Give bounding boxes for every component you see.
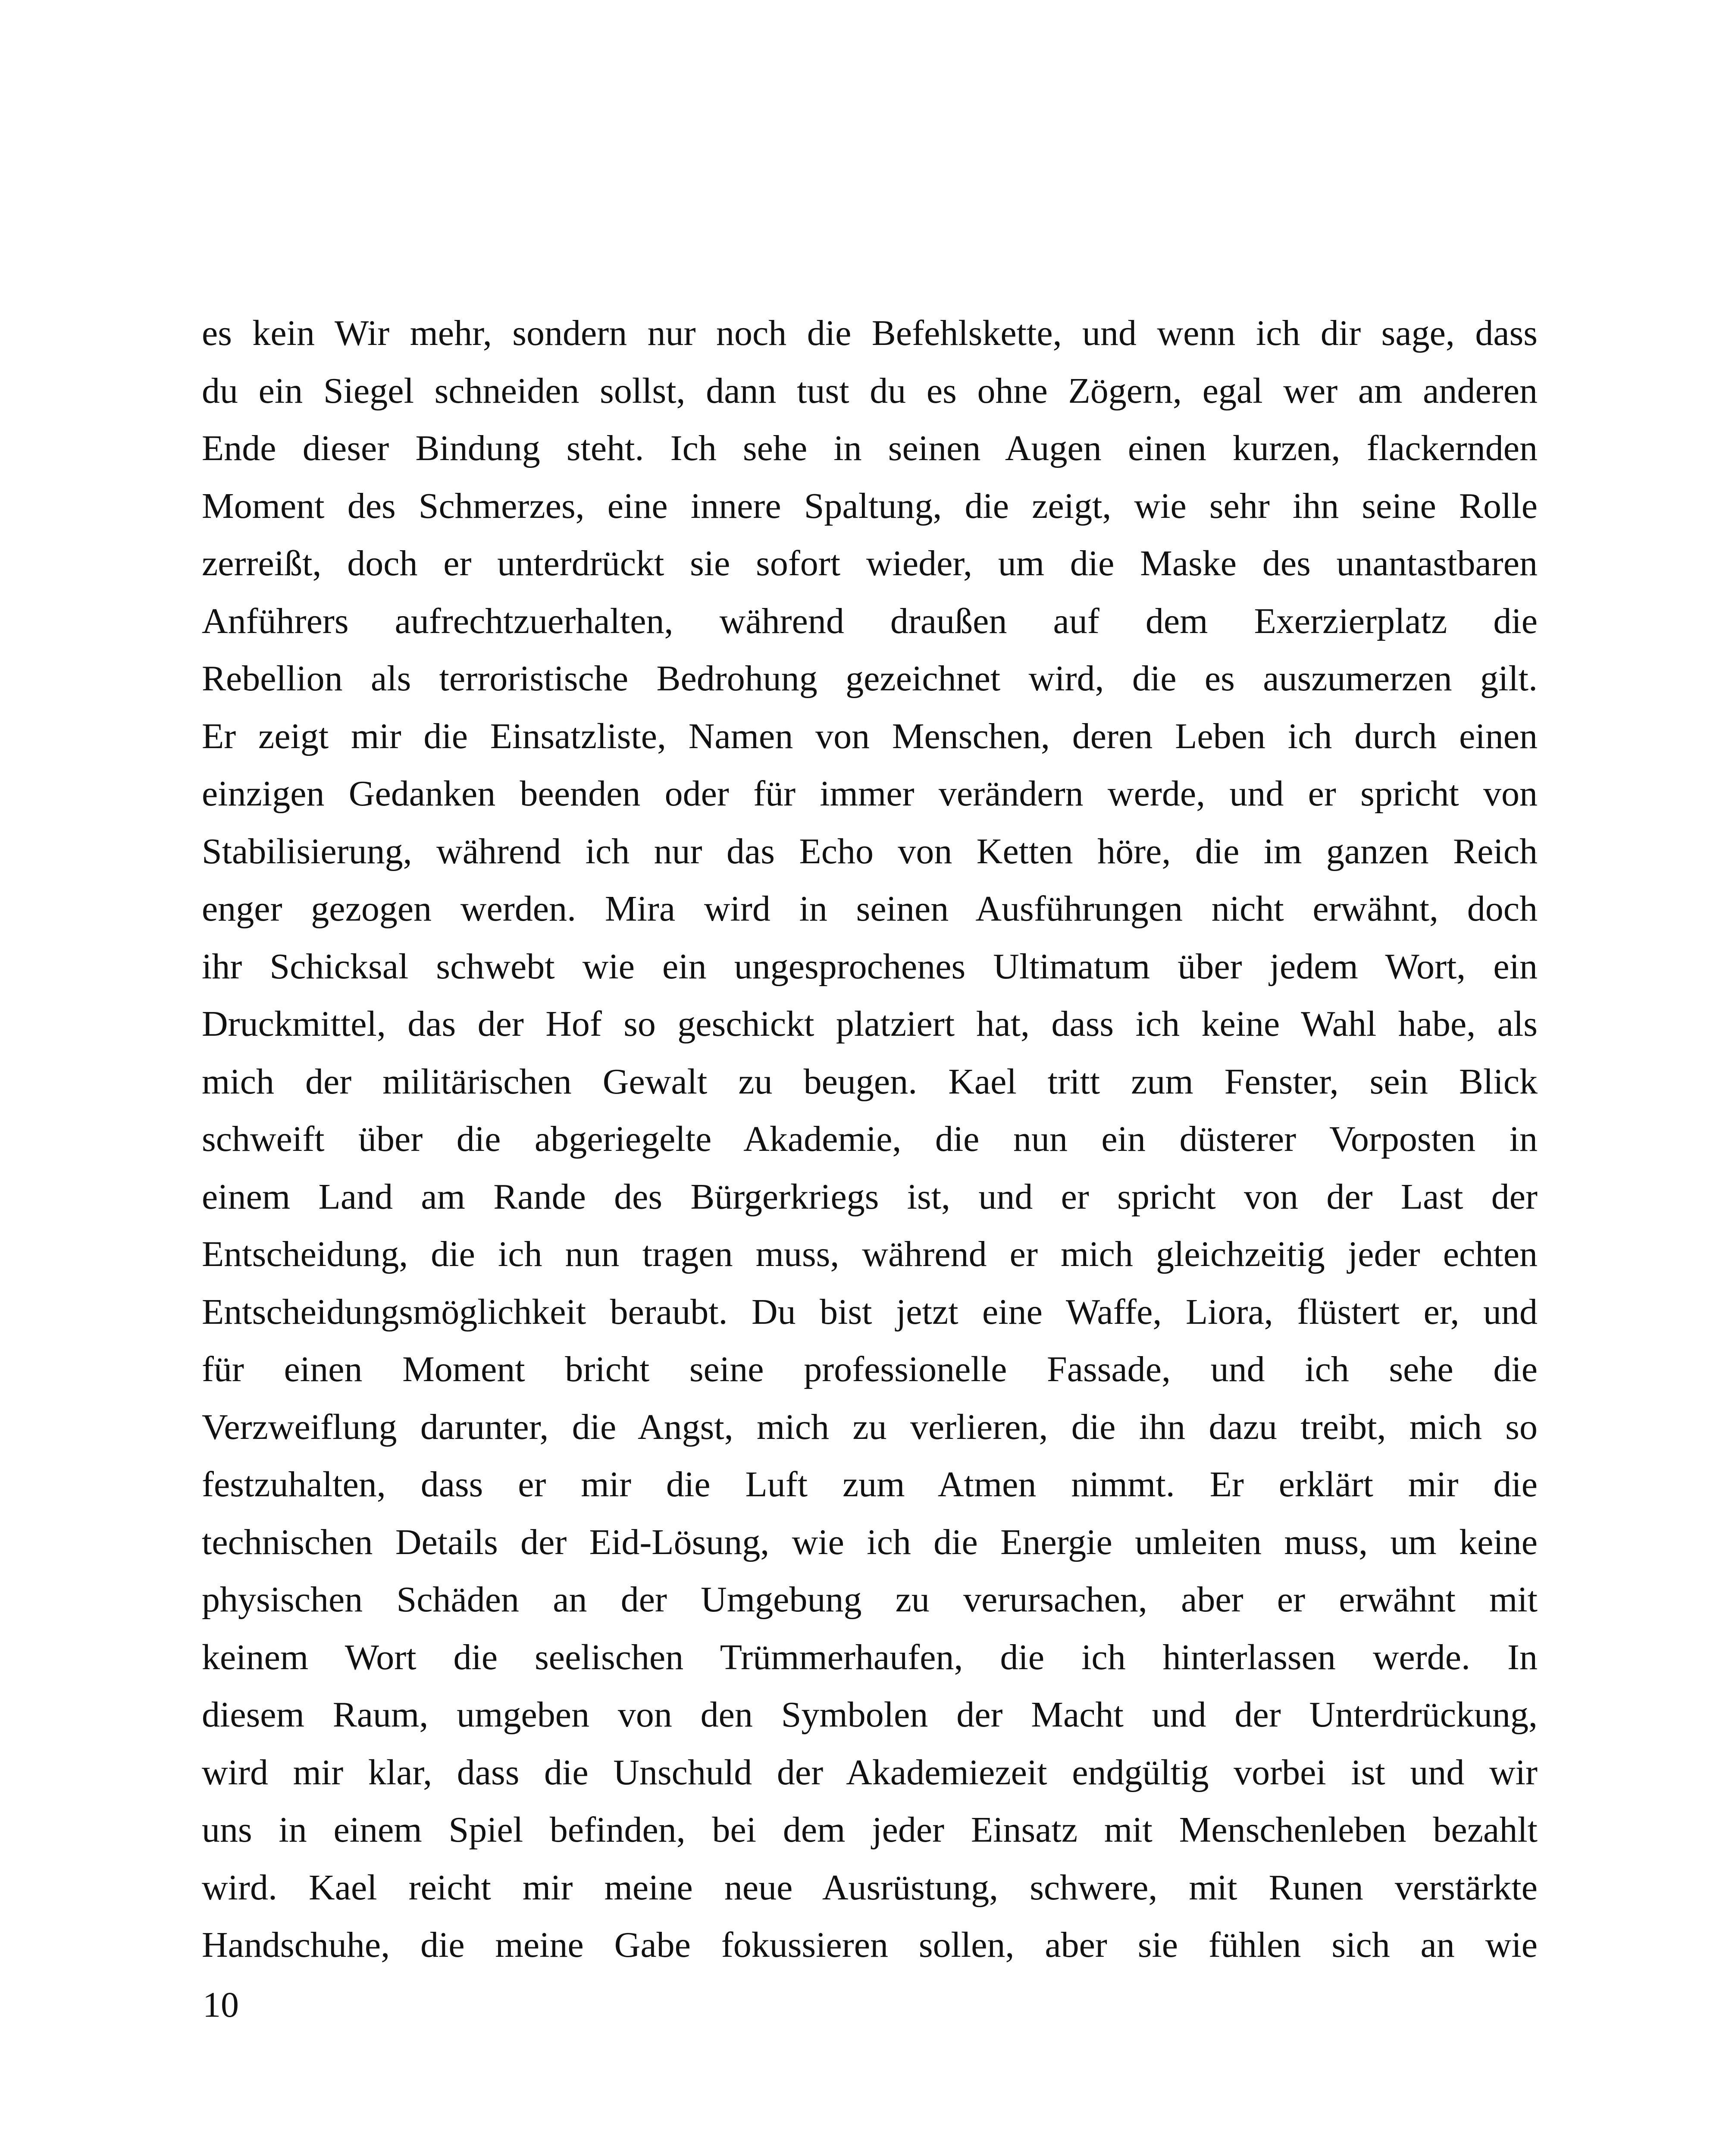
text-line: Ende dieser Bindung steht. Ich sehe in seinen Augen einen kurzen, flackernden [202, 428, 1538, 468]
text-line: uns in einem Spiel befinden, bei dem jeder Einsatz mit Menschenleben bezahlt [202, 1810, 1538, 1850]
text-line: Moment des Schmerzes, eine innere Spaltung, die zeigt, wie sehr ihn seine Rolle [202, 486, 1538, 526]
text-line: Entscheidungsmöglichkeit beraubt. Du bist jetzt eine Waffe, Liora, flüstert er, und [202, 1291, 1538, 1332]
text-line: du ein Siegel schneiden sollst, dann tust du es ohne Zögern, egal wer am anderen [202, 370, 1538, 411]
text-line: Anführers aufrechtzuerhalten, während draußen auf dem Exerzierplatz die [202, 601, 1538, 641]
text-line: enger gezogen werden. Mira wird in seinen Ausführungen nicht erwähnt, doch [202, 889, 1538, 929]
text-line: wird. Kael reicht mir meine neue Ausrüstung, schwere, mit Runen verstärkte [202, 1867, 1538, 1908]
text-line: technischen Details der Eid-Lösung, wie ich die Energie umleiten muss, um keine [202, 1522, 1538, 1562]
text-line: einzigen Gedanken beenden oder für immer verändern werde, und er spricht von [202, 774, 1538, 814]
text-line: Er zeigt mir die Einsatzliste, Namen von Menschen, deren Leben ich durch einen [202, 716, 1538, 756]
text-line: ihr Schicksal schwebt wie ein ungesprochenes Ultimatum über jedem Wort, ein [202, 946, 1538, 987]
text-line: für einen Moment bricht seine professionelle Fassade, und ich sehe die [202, 1349, 1538, 1389]
text-line: Rebellion als terroristische Bedrohung gezeichnet wird, die es auszumerzen gilt. [202, 658, 1538, 699]
text-line: keinem Wort die seelischen Trümmerhaufen, die ich hinterlassen werde. In [202, 1637, 1538, 1677]
text-line: es kein Wir mehr, sondern nur noch die Befehlskette, und wenn ich dir sage, dass [202, 313, 1538, 353]
page-number: 10 [203, 1985, 239, 2025]
text-line: einem Land am Rande des Bürgerkriegs ist, und er spricht von der Last der [202, 1176, 1538, 1217]
text-line: Stabilisierung, während ich nur das Echo von Ketten höre, die im ganzen Reich [202, 831, 1538, 871]
text-line: physischen Schäden an der Umgebung zu verursachen, aber er erwähnt mit [202, 1579, 1538, 1620]
text-line: Verzweiflung darunter, die Angst, mich zu verlieren, die ihn dazu treibt, mich so [202, 1407, 1538, 1447]
body-text [202, 304, 1538, 1974]
text-line: festzuhalten, dass er mir die Luft zum Atmen nimmt. Er erklärt mir die [202, 1464, 1538, 1504]
text-line: zerreißt, doch er unterdrückt sie sofort wieder, um die Maske des unantastbaren [202, 543, 1538, 583]
text-line: diesem Raum, umgeben von den Symbolen der Macht und der Unterdrückung, [202, 1695, 1538, 1735]
text-line: mich der militärischen Gewalt zu beugen. Kael tritt zum Fenster, sein Blick [202, 1061, 1538, 1102]
text-line: Handschuhe, die meine Gabe fokussieren sollen, aber sie fühlen sich an wie [202, 1925, 1538, 1965]
text-line: schweift über die abgeriegelte Akademie, die nun ein düsterer Vorposten in [202, 1119, 1538, 1159]
text-line: Druckmittel, das der Hof so geschickt platziert hat, dass ich keine Wahl habe, als [202, 1004, 1538, 1044]
text-line: wird mir klar, dass die Unschuld der Akademiezeit endgültig vorbei ist und wir [202, 1752, 1538, 1792]
text-line: Entscheidung, die ich nun tragen muss, während er mich gleichzeitig jeder echten [202, 1234, 1538, 1274]
